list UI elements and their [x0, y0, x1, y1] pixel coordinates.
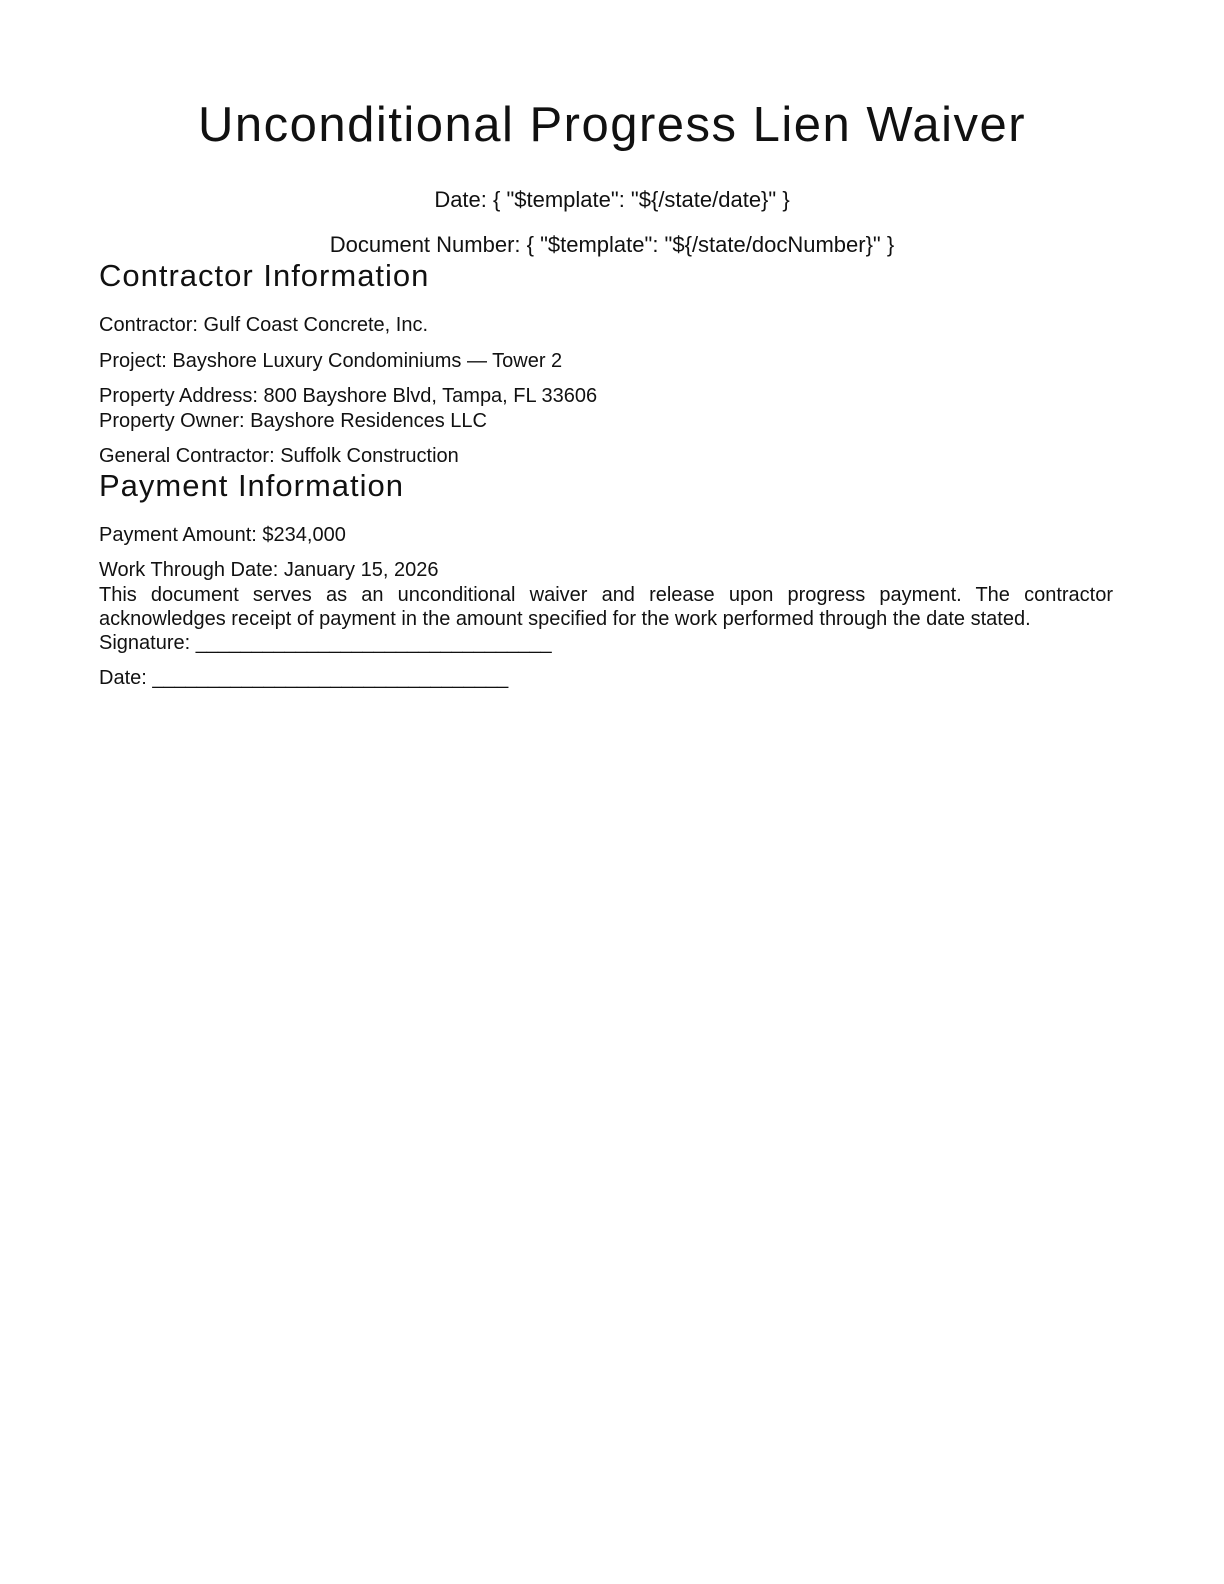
- work-through-date-field: Work Through Date: January 15, 2026: [99, 559, 439, 581]
- contractor-section-heading: Contractor Information: [99, 258, 430, 293]
- project-field: Project: Bayshore Luxury Condominiums — Tower 2: [99, 350, 563, 372]
- signature-line: Signature: ________________________________: [99, 632, 552, 654]
- contractor-field: Contractor: Gulf Coast Concrete, Inc.: [99, 314, 429, 336]
- document-date: Date: { "$template": "${/state/date}" }: [434, 187, 790, 212]
- document-title: Unconditional Progress Lien Waiver: [197, 98, 1027, 152]
- document-number: Document Number: { "$template": "${/state/docNumber}" }: [329, 232, 895, 257]
- property-owner-field: Property Owner: Bayshore Residences LLC: [99, 410, 487, 432]
- payment-amount-field: Payment Amount: $234,000: [99, 524, 346, 546]
- general-contractor-field: General Contractor: Suffolk Construction: [99, 445, 459, 467]
- payment-section-heading: Payment Information: [99, 468, 405, 503]
- waiver-statement: This document serves as an unconditional waiver and release upon progress payment. The contractor acknowledges receipt of payment in the amount specified for the work performed through the date stated.: [99, 584, 1113, 630]
- signature-date-line: Date: ________________________________: [99, 667, 509, 689]
- property-address-field: Property Address: 800 Bayshore Blvd, Tampa, FL 33606: [99, 385, 598, 407]
